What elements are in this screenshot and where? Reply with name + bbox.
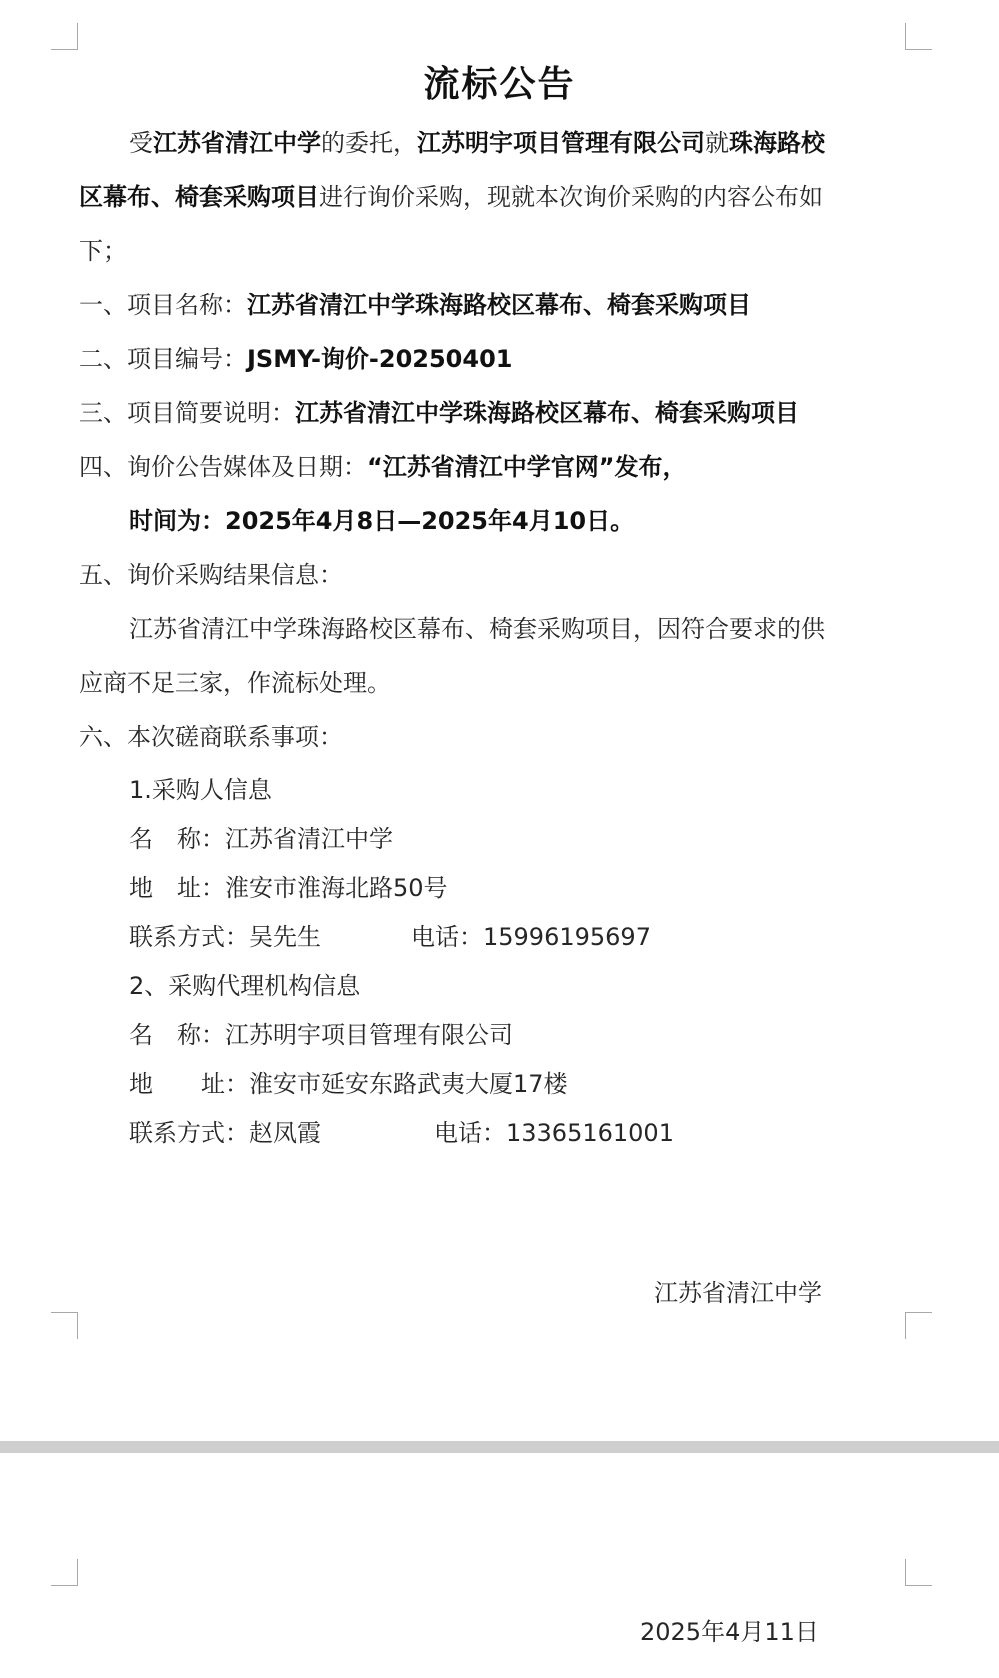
document-page-2: [0, 1453, 999, 1678]
margin-mark-bottom-right: [905, 1312, 932, 1339]
purchaser-phone: [411, 920, 651, 954]
margin-mark-top-left: [51, 1559, 78, 1586]
margin-mark-top-right: [905, 1559, 932, 1586]
intro-text: 下；: [79, 237, 127, 265]
margin-mark-top-right: [905, 23, 932, 50]
field-value: 13365161001: [506, 1119, 674, 1147]
field-value: 江苏省清江中学: [225, 825, 393, 853]
item-label: 四、询价公告媒体及日期：: [79, 453, 367, 481]
item-result-line-2: 应商不足三家，作流标处理。: [79, 669, 391, 697]
agent-name: [129, 1018, 513, 1052]
field-value: 吴先生: [249, 923, 321, 951]
purchaser-contact: [129, 920, 651, 954]
field-value: 淮安市淮海北路50号: [225, 874, 448, 902]
purchaser-name: [129, 822, 393, 856]
item-project-name: [79, 288, 751, 322]
intro-text: 受: [129, 129, 153, 157]
field-label: 名 称：: [129, 1021, 225, 1049]
page-title: 流标公告: [423, 64, 576, 105]
intro-line-2: [79, 180, 823, 214]
intro-project: 珠海路校: [729, 129, 825, 157]
field-label: 电话：: [411, 923, 483, 951]
intro-text: 的委托，: [321, 129, 417, 157]
intro-line-1: [129, 126, 825, 160]
field-label: 地 址：: [129, 1070, 249, 1098]
intro-text: 进行询价采购，现就本次询价采购的内容公布如: [319, 183, 823, 211]
margin-mark-bottom-left: [51, 1312, 78, 1339]
item-value: 时间为：2025年4月8日—2025年4月10日。: [129, 507, 635, 535]
intro-project: 区幕布、椅套采购项目: [79, 183, 319, 211]
field-value: 江苏明宇项目管理有限公司: [225, 1021, 513, 1049]
intro-line-3: [79, 234, 127, 268]
item-media: [79, 450, 687, 484]
agent-phone: [434, 1116, 674, 1150]
field-value: 15996195697: [483, 923, 651, 951]
item-result-label: 五、询价采购结果信息：: [79, 561, 343, 589]
item-label: 三、项目简要说明：: [79, 399, 295, 427]
item-result-line-1: 江苏省清江中学珠海路校区幕布、椅套采购项目，因符合要求的供: [129, 615, 825, 643]
signature-date: 2025年4月11日: [640, 1618, 819, 1646]
intro-agent: 江苏明宇项目管理有限公司: [417, 129, 705, 157]
item-contact-label: 六、本次磋商联系事项：: [79, 723, 343, 751]
intro-purchaser: 江苏省清江中学: [153, 129, 321, 157]
item-value: 江苏省清江中学珠海路校区幕布、椅套采购项目: [247, 291, 751, 319]
field-label: 联系方式：: [129, 923, 249, 951]
item-time: [129, 504, 634, 538]
item-value: “江苏省清江中学官网”发布，: [367, 453, 687, 481]
signature-org: 江苏省清江中学: [654, 1279, 822, 1307]
field-label: 地 址：: [129, 874, 225, 902]
item-value: 江苏省清江中学珠海路校区幕布、椅套采购项目: [295, 399, 799, 427]
purchaser-heading: 1.采购人信息: [129, 776, 272, 804]
item-project-desc: [79, 396, 799, 430]
field-value: 淮安市延安东路武夷大厦17楼: [249, 1070, 568, 1098]
field-label: 电话：: [434, 1119, 506, 1147]
item-project-code: [79, 342, 512, 376]
field-label: 联系方式：: [129, 1119, 249, 1147]
item-value: JSMY-询价-20250401: [247, 345, 513, 373]
agent-heading: 2、采购代理机构信息: [129, 972, 361, 1000]
field-label: 名 称：: [129, 825, 225, 853]
item-label: 二、项目编号：: [79, 345, 247, 373]
agent-contact: [129, 1116, 674, 1150]
field-value: 赵凤霞: [249, 1119, 321, 1147]
purchaser-address: [129, 871, 448, 905]
intro-text: 就: [705, 129, 729, 157]
item-label: 一、项目名称：: [79, 291, 247, 319]
agent-address: [129, 1067, 568, 1101]
margin-mark-top-left: [51, 23, 78, 50]
page-separator: [0, 1441, 999, 1453]
